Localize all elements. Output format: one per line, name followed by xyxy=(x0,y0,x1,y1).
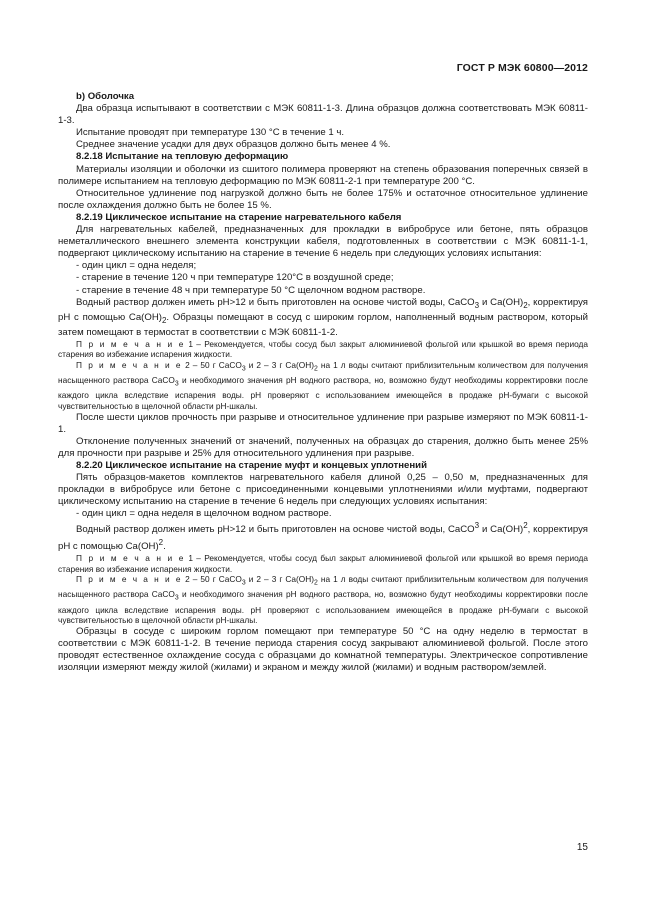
subscript: 3 xyxy=(474,300,480,310)
text-fragment: Водный раствор должен иметь pH>12 и быть приготовлен на основе чистой воды, CaCO xyxy=(76,524,475,536)
text-fragment: 2 – 50 г CaCO xyxy=(182,574,242,585)
text-fragment: , корректируя pH с помощью Ca(OH) xyxy=(58,524,588,552)
section-8-2-18-title: 8.2.18 Испытание на тепловую деформацию xyxy=(76,151,289,163)
text-fragment: . Образцы помещают в сосуд с широким горлом, наполненный водным раствором, который затем помещают в термостат в соответствии с МЭК 60811-1-2. xyxy=(58,311,588,338)
section-8-2-19-paragraph-2 xyxy=(58,297,588,339)
subscript: 2 xyxy=(161,315,167,325)
text-fragment: и необходимого значения pH водного раствора, но, возможно будут необходимы корректировки после каждого цикла вследствие испарения воды. pH проверяют с использованием имеющейся в продаже pH-бумаги с высокой чувствительностью в щелочной области pH-шкалы. xyxy=(58,375,588,411)
text-fragment: и Ca(OH) xyxy=(479,524,524,536)
section-8-2-20-paragraph-1: Пять образцов-макетов комплектов нагревательного кабеля длиной 0,25 – 0,50 м, предназначенных для прокладки в вибробрусе или бетоне с присоединенными концевыми уплотнениями и/или муфтами, подвергают циклическому испытанию на старение в течение 6 недель при следующих условиях испытания: xyxy=(58,472,588,508)
superscript: 2 xyxy=(523,521,528,531)
text-fragment: на 1 л воды считают приблизительным количеством для получения насыщенного раствора CaCO xyxy=(58,359,588,386)
section-8-2-18-paragraph-1: Материалы изоляции и оболочки из сшитого полимера проверяют на степень образования поперечных связей в полимере испытанием на тепловую деформацию по МЭК 60811-2-1 при температуре 200 °C. xyxy=(58,163,588,187)
note-label: П р и м е ч а н и е xyxy=(76,359,183,370)
text-fragment: Водный раствор должен иметь pH>12 и быть приготовлен на основе чистой воды, CaCO xyxy=(76,296,475,308)
superscript: 3 xyxy=(474,521,480,531)
text-fragment: на 1 л воды считают приблизительным количеством для получения насыщенного раствора CaCO xyxy=(58,574,588,600)
text-fragment: , корректируя pH с помощью Ca(OH) xyxy=(58,296,588,323)
note-label: П р и м е ч а н и е xyxy=(76,338,185,349)
section-8-2-20-note-2 xyxy=(58,574,588,626)
section-8-2-19-paragraph-3: После шести циклов прочность при разрыве и относительное удлинение при разрыве измеряют по МЭК 60811-1-1. xyxy=(58,411,588,435)
subscript: 3 xyxy=(174,595,179,603)
subscript: 2 xyxy=(314,365,318,373)
note-text: 1 – Рекомендуется, чтобы сосуд был закрыт алюминиевой фольгой или крышкой во время периода старения во избежание испарения жидкости. xyxy=(58,338,588,360)
page-number: 15 xyxy=(576,842,588,853)
standard-header: ГОСТ Р МЭК 60800—2012 xyxy=(456,62,588,74)
section-8-2-18-paragraph-2: Относительное удлинение под нагрузкой должно быть не более 175% и остаточное относительное удлинение после охлаждения должно быть не более 15 %. xyxy=(58,187,588,211)
section-8-2-20-paragraph-3: Образцы в сосуде с широким горлом помещают при температуре 50 °C на одну неделю в термостат в соответствии с МЭК 60811-1-2. В течение периода старения сосуд закрывают алюминиевой фольгой. После этого проводят естественное охлаждение сосуда с образцами до комнатной температуры. Электрическое сопротивление изоляции измеряют между жилой (жилами) и экраном и между жилой (жилами) и водным раствором/землей. xyxy=(58,625,588,674)
page-content xyxy=(58,91,588,674)
section-8-2-20-note-1 xyxy=(58,553,588,574)
section-8-2-19-note-2 xyxy=(58,360,588,412)
section-8-2-20-paragraph-2 xyxy=(58,520,588,553)
text-fragment: и необходимого значения pH водного раствора, но, возможно будут необходимы корректировки после каждого цикла вследствие испарения воды. pH проверяют с использованием имеющейся в продаже pH-бумаги с высокой чувствительностью в щелочной области pH-шкалы. xyxy=(58,589,588,626)
note-label: П р и м е ч а н и е xyxy=(76,574,183,585)
superscript: 2 xyxy=(158,537,164,547)
section-8-2-19-title: 8.2.19 Циклическое испытание на старение нагревательного кабеля xyxy=(76,211,402,223)
section-8-2-20-list-item-1: - один цикл = одна неделя в щелочном водном растворе. xyxy=(76,508,332,520)
section-8-2-19-list-item-2: - старение в течение 120 ч при температуре 120°C в воздушной среде; xyxy=(76,272,394,284)
text-fragment: 2 – 50 г CaCO xyxy=(182,359,242,370)
subscript: 3 xyxy=(241,365,246,373)
section-8-2-19-list-item-3: - старение в течение 48 ч при температуре 50 °C щелочном водном растворе. xyxy=(76,284,426,296)
subscript: 2 xyxy=(523,300,528,310)
note-text: 1 – Рекомендуется, чтобы сосуд был закрыт алюминиевой фольгой или крышкой во время периода старения во избежание испарения жидкости. xyxy=(58,552,588,574)
subscript: 3 xyxy=(241,579,246,587)
section-8-2-19-note-1 xyxy=(58,339,588,360)
subscript: 2 xyxy=(314,579,318,587)
note-label: П р и м е ч а н и е xyxy=(76,552,185,563)
section-8-2-19-list-item-1: - один цикл = одна неделя; xyxy=(76,260,197,272)
section-8-2-20-title: 8.2.20 Циклическое испытание на старение муфт и концевых уплотнений xyxy=(76,459,427,471)
text-fragment: и 2 – 3 г Ca(OH) xyxy=(245,359,315,370)
text-fragment: . xyxy=(163,540,166,552)
sheath-paragraph-2: Испытание проводят при температуре 130 °C в течение 1 ч. xyxy=(76,127,345,139)
subscript: 3 xyxy=(174,380,179,388)
sheath-title: b) Оболочка xyxy=(76,91,135,102)
section-8-2-19-paragraph-4: Отклонение полученных значений от значений, полученных на образцах до старения, должно быть менее 25% для прочности при разрыве и 25% для относительного удлинения при разрыве. xyxy=(58,435,588,459)
sheath-paragraph-3: Среднее значение усадки для двух образцов должно быть менее 4 %. xyxy=(76,139,391,151)
section-8-2-19-paragraph-1: Для нагревательных кабелей, предназначенных для прокладки в вибробрусе или бетоне, пять образцов неметаллического внешнего элемента конструкции кабеля, подготовленных в соответствии с МЭК 60811-1-1, подвергают циклическому испытанию на старение в течение 6 недель при следующих условиях испытания: xyxy=(58,224,588,260)
text-fragment: и Ca(OH) xyxy=(479,296,524,308)
sheath-paragraph-1: Два образца испытывают в соответствии с МЭК 60811-1-3. Длина образцов должна соответствовать МЭК 60811-1-3. xyxy=(58,103,588,127)
text-fragment: и 2 – 3 г Ca(OH) xyxy=(245,574,315,585)
